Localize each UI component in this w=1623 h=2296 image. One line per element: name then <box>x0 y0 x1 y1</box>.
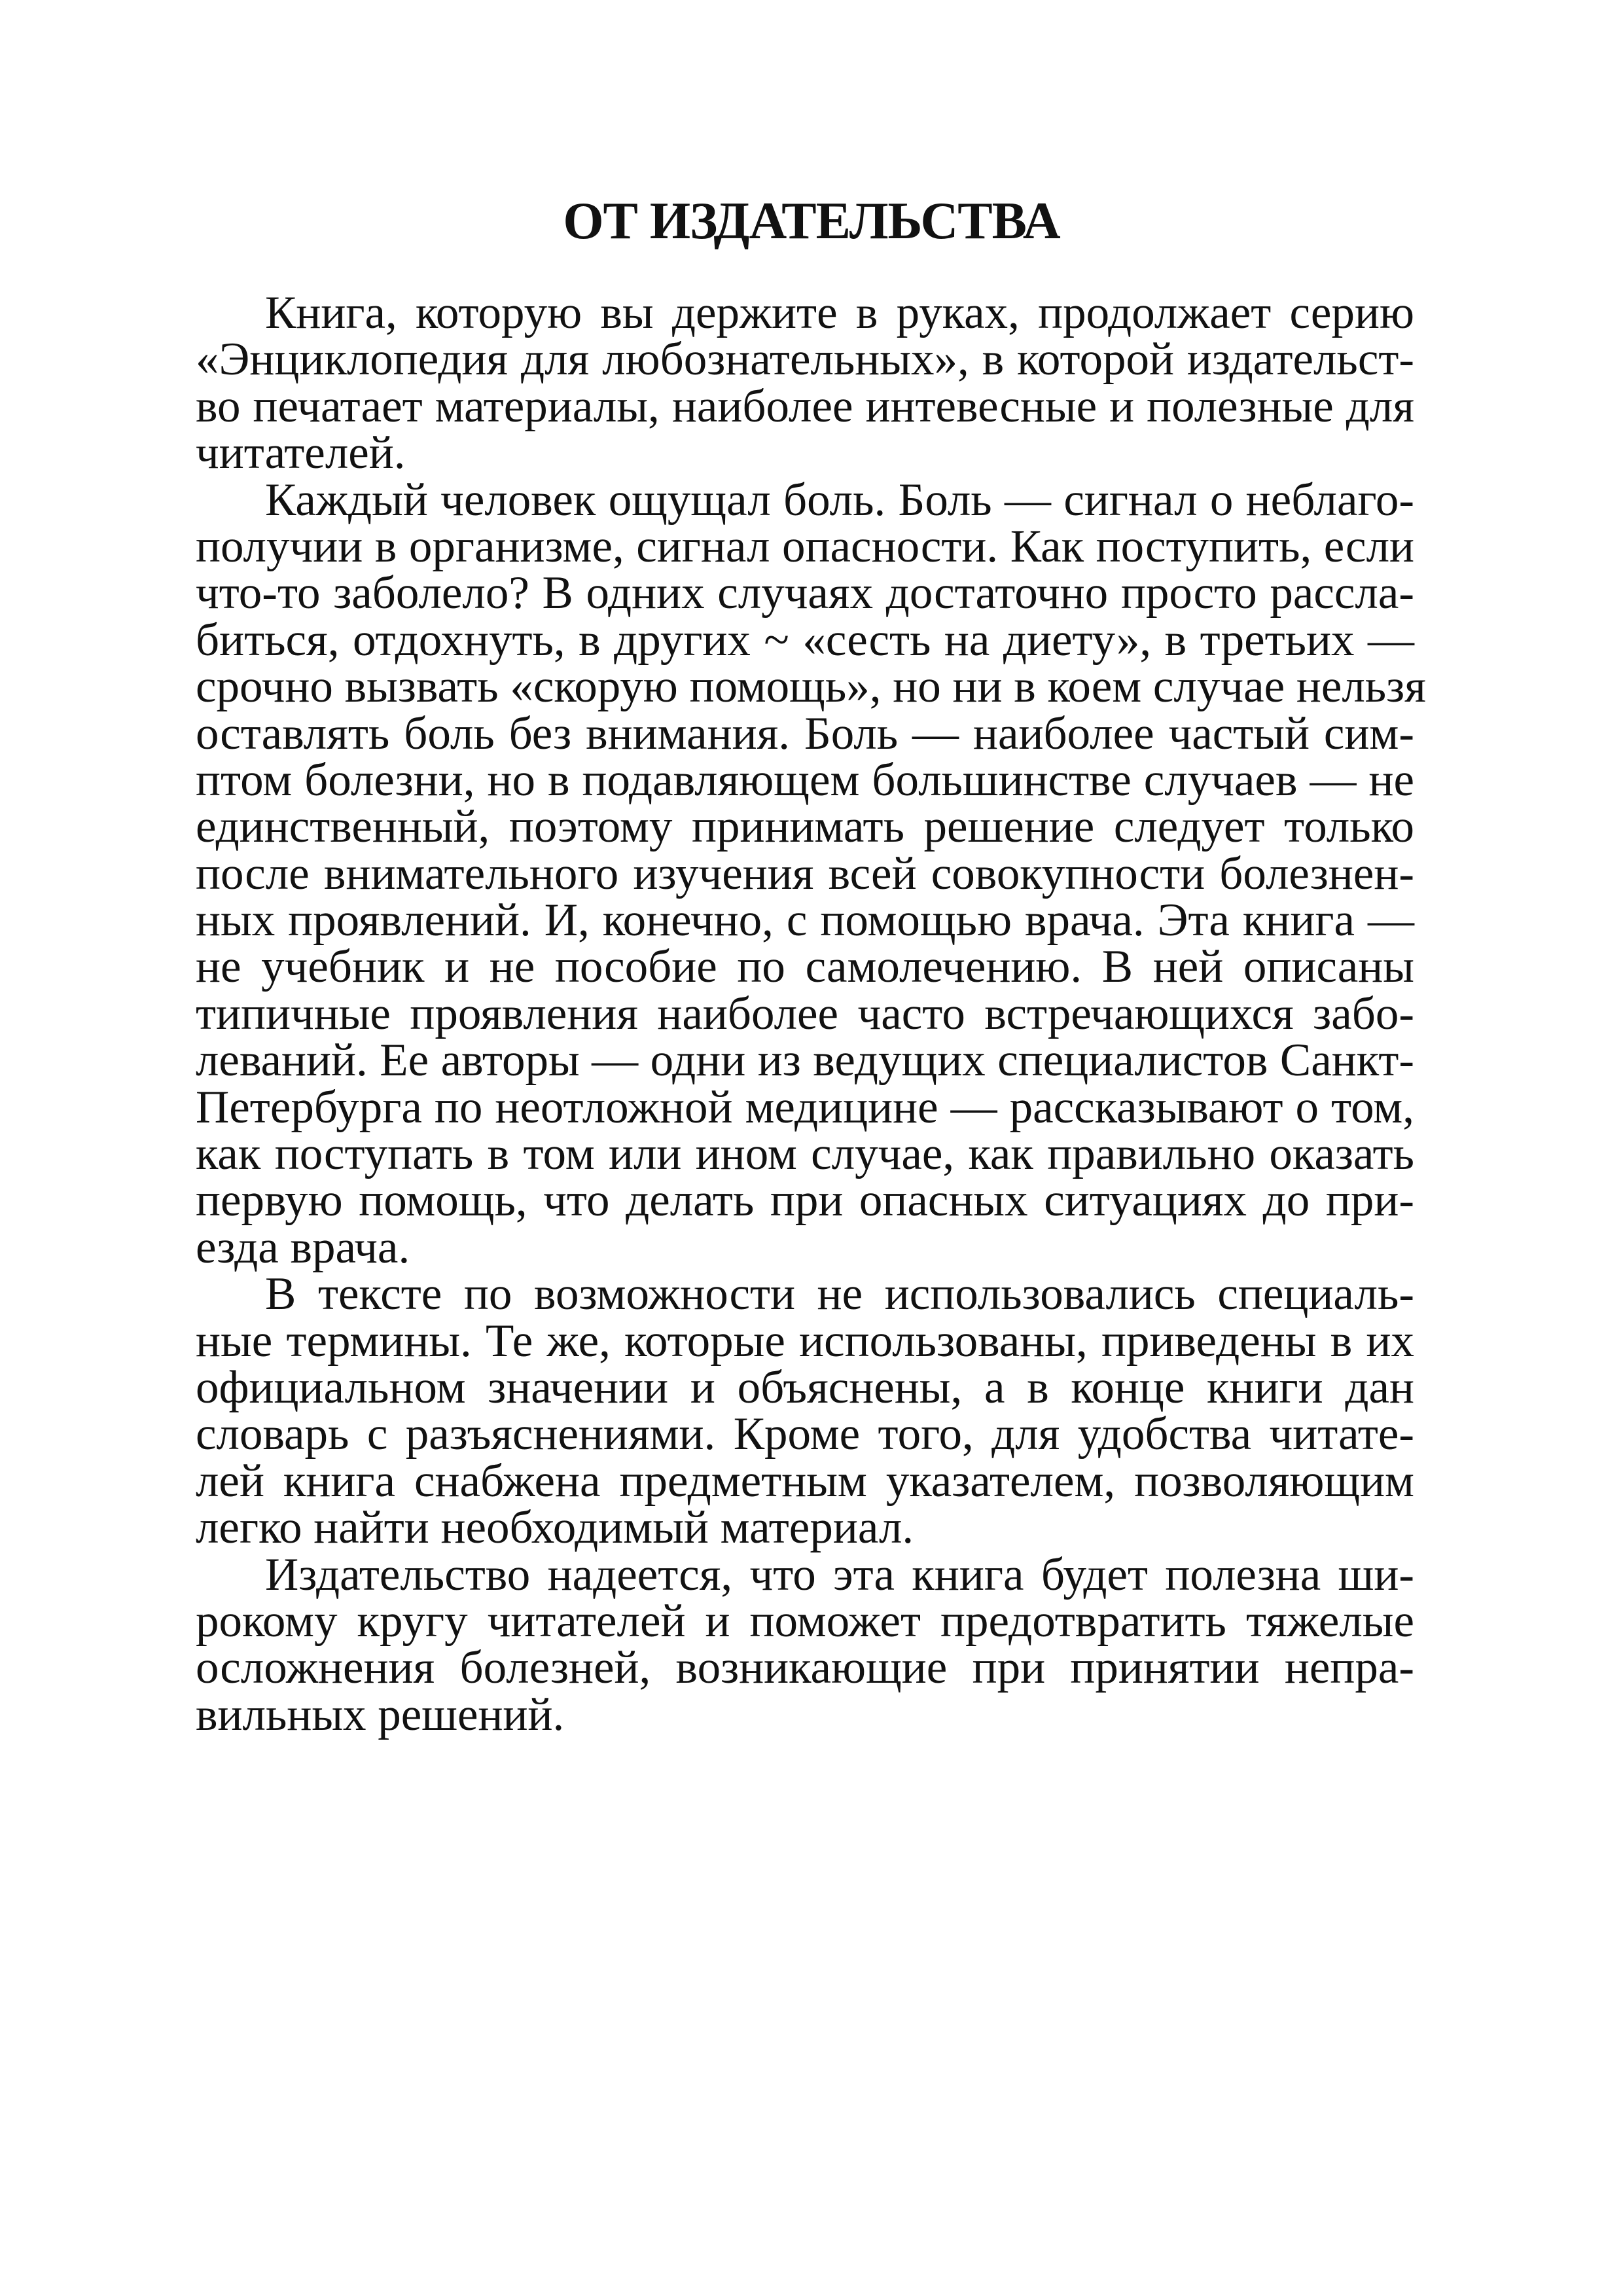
text-line: биться, отдохнуть, в других ~ «сесть на диету», в третьих — <box>196 614 1414 666</box>
text-line: Книга, которую вы держите в руках, продолжает серию <box>265 287 1414 338</box>
text-line: не учебник и не пособие по самолечению. В ней описаны <box>196 941 1414 993</box>
text-line: Издательство надеется, что эта книга будет полезна ши- <box>265 1549 1414 1600</box>
text-line: во печатает материалы, наиболее интевесные и полезные для <box>196 380 1414 432</box>
text-line: вильных решений. <box>196 1689 565 1740</box>
text-line: ных проявлений. И, конечно, с помощью врача. Эта книга — <box>196 895 1414 946</box>
text-line: езда врача. <box>196 1221 410 1273</box>
text-line: получии в организме, сигнал опасности. Как поступить, если <box>196 520 1414 572</box>
text-line: что-то заболело? В одних случаях достаточно просто рассла- <box>196 567 1414 619</box>
text-line: официальном значении и объяснены, а в конце книги дан <box>196 1361 1414 1413</box>
text-line: Петербурга по неотложной медицине — рассказывают о том, <box>196 1081 1414 1133</box>
text-line: лей книга снабжена предметным указателем, позволяющим <box>196 1455 1414 1507</box>
text-line: читателей. <box>196 427 406 479</box>
text-line: рокому кругу читателей и поможет предотвратить тяжелые <box>196 1595 1414 1647</box>
text-line: Каждый человек ощущал боль. Боль — сигнал о неблаго- <box>265 474 1414 526</box>
text-line: первую помощь, что делать при опасных ситуациях до при- <box>196 1175 1414 1227</box>
text-line: типичные проявления наиболее часто встречающихся забо- <box>196 988 1414 1039</box>
text-line: леваний. Ее авторы — одни из ведущих специалистов Санкт- <box>196 1035 1414 1086</box>
body-text <box>196 287 1426 1740</box>
text-line: «Энциклопедия для любознательных», в которой издательст- <box>196 334 1414 386</box>
text-line: словарь с разъяснениями. Кроме того, для удобства читате- <box>196 1408 1414 1460</box>
text-line: единственный, поэтому принимать решение следует только <box>196 801 1414 853</box>
text-line: осложнения болезней, возникающие при принятии непра- <box>196 1642 1414 1694</box>
text-line: срочно вызвать «скорую помощь», но ни в коем случае нельзя <box>196 661 1426 713</box>
text-line: птом болезни, но в подавляющем большинстве случаев — не <box>196 754 1414 806</box>
text-line: как поступать в том или ином случае, как правильно оказать <box>196 1128 1414 1180</box>
page-title: ОТ ИЗДАТЕЛЬСТВА <box>563 192 1060 250</box>
text-line: В тексте по возможности не использовались специаль- <box>265 1268 1414 1320</box>
text-line: оставлять боль без внимания. Боль — наиболее частый сим- <box>196 708 1414 759</box>
text-line: легко найти необходимый материал. <box>196 1502 914 1554</box>
text-line: после внимательного изучения всей совокупности болезнен- <box>196 848 1414 899</box>
text-line: ные термины. Те же, которые использованы, приведены в их <box>196 1315 1414 1367</box>
